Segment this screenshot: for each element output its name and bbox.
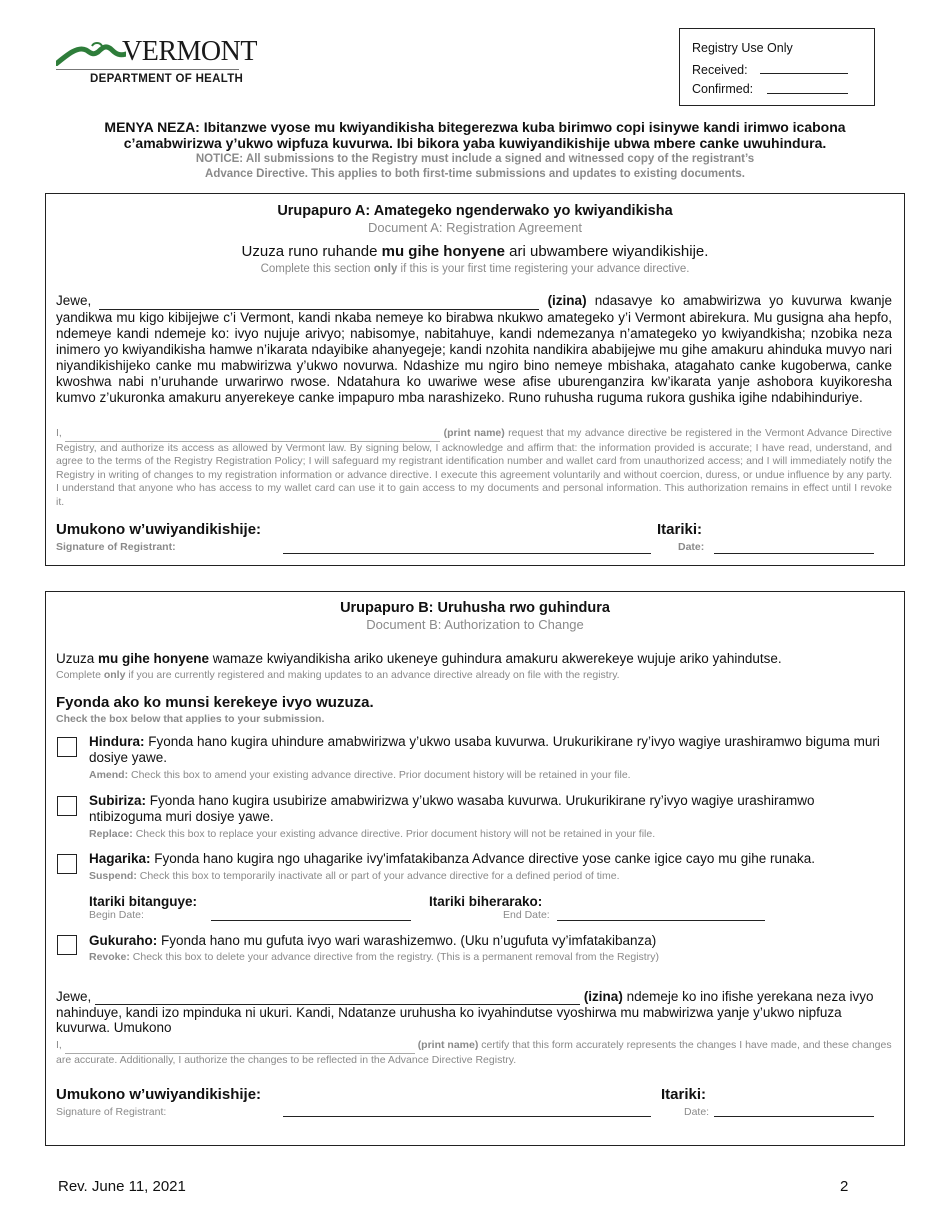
amend-en-label: Amend: (89, 769, 129, 781)
confirmed-label: Confirmed: (692, 82, 754, 96)
amend-label: Hindura: (89, 734, 145, 749)
signature-field[interactable] (283, 1116, 651, 1117)
suspend-checkbox[interactable] (57, 854, 77, 874)
certification-text: ndemeje ko ino ifishe yerekana neza ivyo nahinduye, kandi izo mpinduka ni ukuri. Kandi, Ndatanze uruhusha ko ivyahindutse vyoshirwa mu mabwirizwa yanje y’ukwo nipfuza kuvurwa. Umukono (56, 989, 874, 1035)
suspend-option-en (89, 870, 889, 882)
section-b-authorization-change (45, 591, 905, 1146)
instr-text: Uzuza runo ruhande (241, 243, 382, 260)
jewe-label: Jewe, (56, 293, 92, 308)
instr-en-text: Complete this section (260, 263, 374, 275)
replace-en-label: Replace: (89, 828, 133, 840)
section-a-agreement-kirundi (56, 293, 892, 406)
logo-wordmark: VERMONT (122, 36, 257, 67)
instr-bold: mu gihe honyene (381, 243, 505, 260)
section-b-subtitle: Document B: Authorization to Change (366, 617, 584, 632)
suspend-en-label: Suspend: (89, 870, 137, 882)
replace-text: Fyonda hano kugira usubirize amabwirizwa y’ukwo wasaba kuvurwa. Urukurikirane ry’ivyo wagiye urashiramwo ntibizoguma muri dosiye yawe. (89, 793, 815, 824)
agreement-en-text: request that my advance directive be registered in the Vermont Advance Directive Registry, and authorize its access as allowed by Vermont law. By signing below, I acknowledge and affirm that: the information provided is accurate; I have read, understand, and agree to the terms of the Registry Registration Policy; I will safeguard my registrant identification number and wallet card from unauthorized access; and I will immediately notify the Registry in writing of changes to my registration information or advance directive. I execute this agreement voluntarily and without coercion, duress, or undue influence by any party. I understand that anyone who has access to my wallet card can use it to gain access to my documents and personal information. This authorization remains in effect until I revoke it. (56, 427, 893, 508)
signature-label: Umukono w’uwiyandikishije: (56, 1086, 262, 1103)
begin-date-field[interactable] (211, 920, 411, 921)
revoke-en-text: Check this box to delete your advance directive from the registry. (This is a permanent removal from the Registry) (129, 951, 659, 963)
amend-text: Fyonda hano kugira uhindure amabwirizwa y’ukwo usaba kuvurwa. Urukurikirane ry’ivyo wagiye urashiramwo biguma muri dosiye yawe. (89, 734, 880, 765)
instr-en-text-end: if you are currently registered and making updates to an advance directive already on file with the registry. (125, 669, 620, 681)
date-label: Itariki: (661, 1086, 707, 1103)
signature-field[interactable] (283, 553, 651, 554)
izina-label: (izina) (547, 293, 587, 308)
section-a-subtitle: Document A: Registration Agreement (368, 220, 582, 235)
revoke-option-en (89, 951, 889, 963)
name-field[interactable] (99, 293, 539, 310)
instr-text-end: ari ubwambere wiyandikishije. (505, 243, 709, 260)
amend-checkbox[interactable] (57, 737, 77, 757)
section-b-instructions-en (56, 669, 620, 681)
replace-option-text (89, 793, 889, 825)
section-a-instructions-en (46, 263, 904, 275)
replace-label: Subiriza: (89, 793, 147, 808)
instr-en-text: Complete (56, 669, 104, 681)
izina-label: (izina) (583, 989, 623, 1004)
i-label: I, (56, 1039, 62, 1051)
amend-option-en (89, 769, 889, 781)
end-date-label-en: End Date: (503, 909, 550, 921)
instr-en-text-end: if this is your first time registering your advance directive. (397, 263, 690, 275)
amend-en-text: Check this box to amend your existing advance directive. Prior document history will be retained in your file. (128, 769, 631, 781)
signature-label-en: Signature of Registrant: (56, 1106, 167, 1118)
revoke-en-label: Revoke: (89, 951, 130, 963)
section-a-registration-agreement (45, 193, 905, 566)
section-b-certification-kirundi (56, 989, 892, 1035)
replace-checkbox[interactable] (57, 796, 77, 816)
i-label: I, (56, 427, 62, 439)
amend-option-text (89, 734, 889, 766)
suspend-option-text (89, 851, 889, 867)
choose-heading: Fyonda ako ko munsi kerekeye ivyo wuzuza. (56, 694, 374, 711)
instr-text-end: wamaze kwiyandikisha ariko ukeneye guhindura amakuru akwerekeye wujuje ariko yahindutse. (209, 651, 782, 666)
registry-box-title: Registry Use Only (692, 41, 793, 55)
received-field[interactable] (760, 73, 848, 74)
vermont-logo (56, 36, 257, 90)
signature-label-en: Signature of Registrant: (56, 541, 176, 553)
print-name-label: (print name) (417, 1039, 479, 1051)
jewe-label: Jewe, (56, 989, 92, 1004)
notice-en-line2: Advance Directive. This applies to both first-time submissions and updates to existing documents. (205, 168, 745, 180)
notice-rw-line1: MENYA NEZA: Ibitanzwe vyose mu kwiyandikisha bitegerezwa kuba birimwo copi isinywe kandi irimwo icabona (104, 119, 846, 135)
print-name-label: (print name) (443, 427, 505, 439)
replace-en-text: Check this box to replace your existing advance directive. Prior document history will not be retained in your file. (132, 828, 656, 840)
revoke-option-text (89, 933, 889, 949)
name-field[interactable] (95, 989, 580, 1005)
date-field[interactable] (714, 553, 874, 554)
section-a-instructions (46, 243, 904, 260)
logo-divider (56, 69, 239, 70)
received-label: Received: (692, 63, 748, 77)
page-number: 2 (840, 1178, 849, 1195)
print-name-field[interactable] (65, 1039, 415, 1054)
confirmed-field[interactable] (767, 93, 848, 94)
instr-en-bold: only (373, 263, 398, 275)
instr-bold: mu gihe honyene (98, 651, 210, 666)
end-date-field[interactable] (557, 920, 765, 921)
revoke-label: Gukuraho: (89, 933, 158, 948)
suspend-en-text: Check this box to temporarily inactivate all or part of your advance directive for a defined period of time. (136, 870, 620, 882)
mountain-logo-icon (56, 40, 126, 66)
section-a-title: Urupapuro A: Amategeko ngenderwako yo kwiyandikisha (277, 203, 673, 219)
notice-kirundi (40, 119, 910, 151)
date-label-en: Date: (684, 1106, 710, 1118)
instr-text: Uzuza (56, 651, 99, 666)
certification-en-text: certify that this form accurately represents the changes I have made, and these changes are accurate. Additionally, I authorize the changes to be reflected in the Advance Directive Registry. (56, 1039, 892, 1066)
choose-heading-en: Check the box below that applies to your submission. (56, 713, 325, 725)
section-b-title: Urupapuro B: Uruhusha rwo guhindura (340, 600, 610, 616)
begin-date-label-en: Begin Date: (89, 909, 144, 921)
suspend-label: Hagarika: (89, 851, 151, 866)
end-date-label: Itariki biherarako: (429, 894, 543, 909)
agreement-text: ndasavye ko amabwirizwa yo kuvurwa kwanje yandikwa mu kigo kibijejwe c’i Vermont, kandi nkaba nemeye ko birabwa nkukwo amategeko y’i Vermont abirekura. Mu gusigna aha hepfo, ndemeye kandi ndemeje ko: ivyo nujuje arivyo; nabisomye, nabitahuye, kandi ndemezanya n’amategeko yo kwiyandkisha; nzobika neza inimero yo kwiyandikisha hamwe n’ikarata ndayibike ahanyegeje; kandi nzohita nandikira ababijejwe mu gihe amakuru ahinduka muvyo nari niyandikishijeko canke mu mabwirizwa y’ukwo novurwa. Ndashize mu ngiro bino nemeye mbishaka, atagahato canke kugoberwa, canke kwoshwa nabi n’uruhande urwarirwo rwose. Ndatahura ko uwariwe wese afise uburenganzira kw’ikarata yanje ashobora kuyikoresha kumvo z’ukuronka amakuru anyerekeye canke impapuro mba narashizeko. Runo ruhusha ruguma rukora gushika igihe ndabihinduriye. (56, 293, 892, 405)
revoke-checkbox[interactable] (57, 935, 77, 955)
revision-date: Rev. June 11, 2021 (58, 1178, 186, 1195)
date-field[interactable] (714, 1116, 874, 1117)
date-label-en: Date: (678, 541, 705, 553)
begin-date-label: Itariki bitanguye: (89, 894, 198, 909)
instr-en-bold: only (103, 669, 126, 681)
notice-rw-line2: c’amabwirizwa y’ukwo wipfuza kuvurwa. Ibi bikora yaba kuwiyandikishije ubwa mbere canke uwuhindura. (123, 135, 827, 151)
print-name-field[interactable] (65, 427, 440, 442)
section-a-agreement-english (56, 427, 892, 509)
department-name: DEPARTMENT OF HEALTH (90, 73, 244, 85)
section-b-instructions (56, 651, 782, 666)
signature-label: Umukono w’uwiyandikishije: (56, 521, 262, 538)
section-b-certification-english (56, 1039, 892, 1067)
suspend-text: Fyonda hano kugira ngo uhagarike ivy'imfatakibanza Advance directive yose canke igice cayo mu gihe runaka. (150, 851, 815, 866)
replace-option-en (89, 828, 889, 840)
revoke-text: Fyonda hano mu gufuta ivyo wari warashizemwo. (Uku n’ugufuta vy’imfatakibanza) (157, 933, 657, 948)
registry-use-box (679, 28, 875, 106)
notice-english (40, 152, 910, 182)
date-label: Itariki: (657, 521, 703, 538)
notice-en-line1: NOTICE: All submissions to the Registry must include a signed and witnessed copy of the registrant’s (195, 153, 755, 165)
